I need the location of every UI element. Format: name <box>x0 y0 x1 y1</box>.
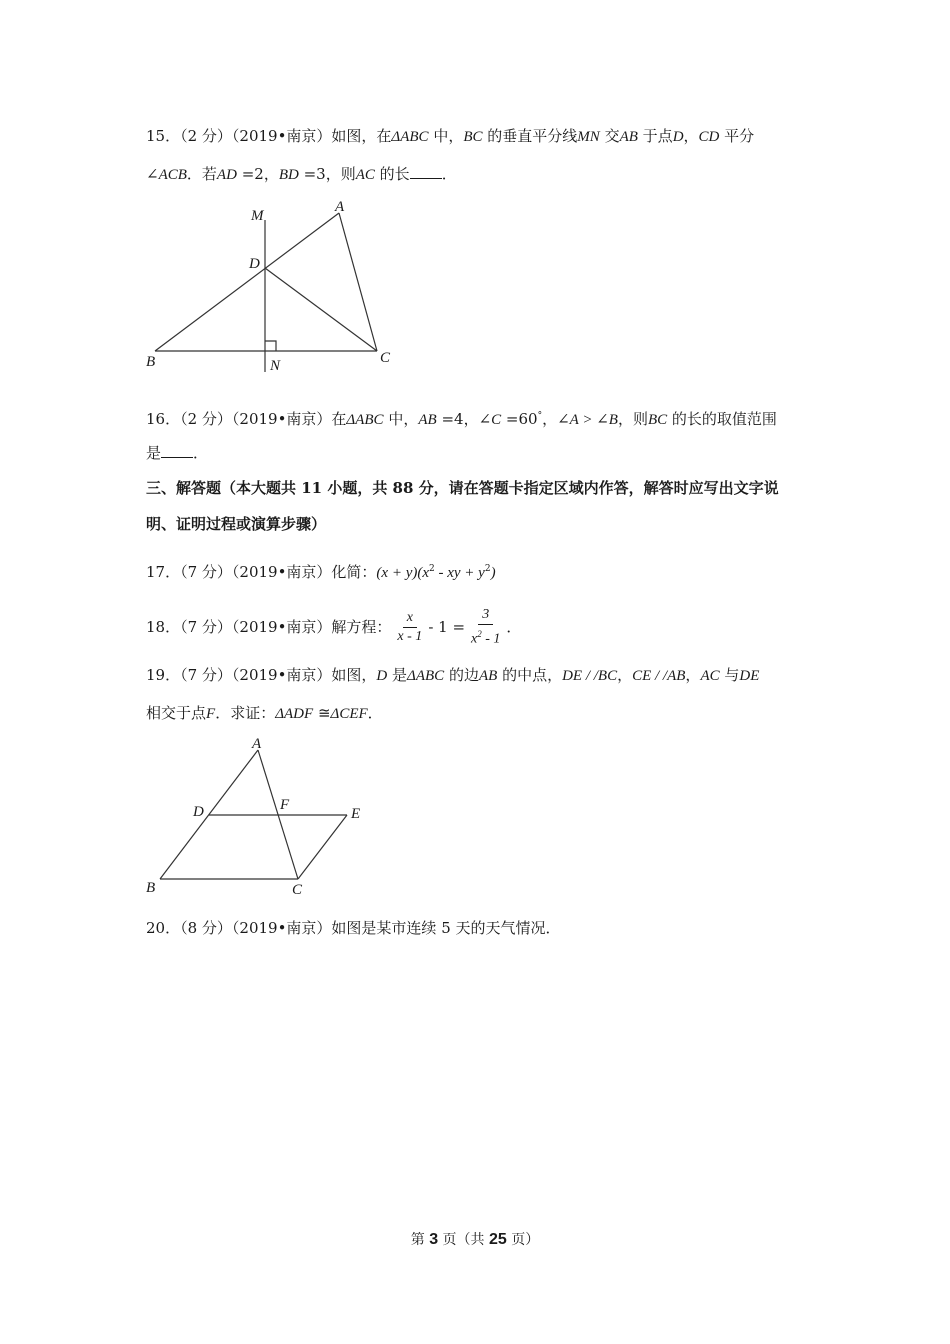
label-a: A <box>252 736 262 752</box>
q17: 17．（7 分）（2019•南京）化简：$(x + y)(x^2$ - xy + $y^2$) <box>146 563 496 581</box>
q18: 18．（7 分）（2019•南京）解方程： $\frac{x}{x - 1}$ - 1 = $\frac{3}{x^2 - 1}$ ． <box>146 606 522 647</box>
page-number: 3 <box>429 1231 439 1248</box>
label-m: M <box>251 208 264 224</box>
section3-heading-line1: 三、解答题（本大题共 11 小题，共 88 分，请在答题卡指定区域内作答，解答时应写出文字说 <box>146 479 779 497</box>
label-e: E <box>351 806 361 822</box>
q15-triangle: ΔABC <box>391 129 429 145</box>
q15-line2: ∠ACB．若AD =2，BD =3，则AC 的长 ． <box>146 165 457 183</box>
q16-line1: 16．（2 分）（2019•南京）在ΔABC 中，AB =4，∠C =60°，∠A > ∠B，则BC 的长的取值范围 <box>146 410 777 428</box>
q19-figure <box>140 730 380 900</box>
q19-line1: 19．（7 分）（2019•南京）如图，D 是ΔABC 的边AB 的中点，DE / /BC，CE / /AB，AC 与DE <box>146 666 760 684</box>
label-a: A <box>335 199 345 215</box>
right-angle-mark <box>265 341 276 351</box>
q15-line1: 15．（2 分）（2019•南京）如图，在ΔABC 中，BC 的垂直平分线MN 交AB 于点D，CD 平分 <box>146 127 755 145</box>
q20: 20．（8 分）（2019•南京）如图是某市连续 5 天的天气情况． <box>146 919 561 937</box>
answer-blank <box>410 164 442 179</box>
segment-ec <box>298 815 347 879</box>
total-pages: 25 <box>489 1231 507 1248</box>
page-footer: 第 3 页（共 25 页） <box>410 1231 540 1248</box>
q15-figure <box>140 194 410 382</box>
answer-blank <box>161 443 193 458</box>
label-f: F <box>280 797 290 813</box>
label-d: D <box>249 256 260 272</box>
label-c: C <box>380 350 391 366</box>
label-d: D <box>193 804 204 820</box>
label-b: B <box>146 880 156 896</box>
label-n: N <box>270 358 281 374</box>
q16-line2: 是 ． <box>146 444 209 462</box>
fraction-2: $\frac{3}{x^2 - 1}$ <box>471 606 501 647</box>
fraction-1: $\frac{x}{x - 1}$ <box>397 609 423 644</box>
segment-ba <box>155 213 339 351</box>
segment-dc <box>265 268 377 351</box>
segment-ac <box>339 213 377 351</box>
label-c: C <box>292 882 303 898</box>
label-b: B <box>146 354 156 370</box>
q19-line2: 相交于点F．求证：ΔADF ≅ΔCEF． <box>146 704 383 722</box>
section3-heading-line2: 明、证明过程或演算步骤） <box>146 515 327 533</box>
